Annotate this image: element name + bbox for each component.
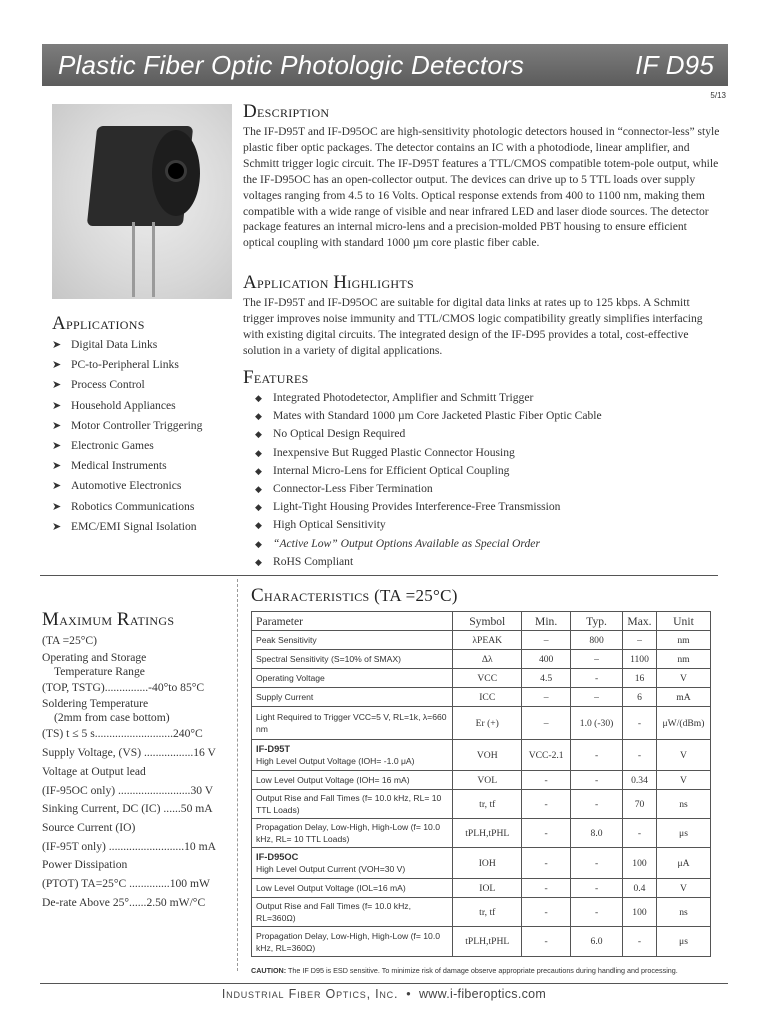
website-link[interactable]: www.i-fiberoptics.com: [418, 987, 547, 1001]
max-cell: 0.4: [623, 879, 657, 898]
device-group-label: IF-D95OC: [256, 852, 299, 862]
max-cell: -: [623, 740, 657, 771]
rating-line: Voltage at Output lead: [42, 764, 146, 778]
parameter-name: Propagation Delay, Low-High, High-Low (f= 10.0 kHz, RL= 10 TTL Loads): [256, 822, 440, 844]
table-row: [252, 669, 711, 688]
list-item: ➤ Robotics Communications: [52, 497, 202, 517]
unit-cell: μA: [656, 848, 710, 879]
rating-line: Power Dissipation: [42, 858, 128, 872]
arrow-bullet-icon: ➤: [52, 480, 62, 493]
table-row: [252, 631, 711, 650]
symbol-cell: ICC: [453, 688, 522, 707]
min-cell: -: [522, 771, 571, 790]
diamond-bullet-icon: ◆: [255, 484, 262, 495]
diamond-bullet-icon: ◆: [255, 393, 262, 403]
max-cell: -: [623, 707, 657, 740]
table-header-row: [252, 612, 711, 631]
symbol-cell: VOH: [453, 740, 522, 771]
rating-line: (PTOT) TA=25°C ..............100 mW: [42, 877, 210, 891]
typ-cell: -: [571, 879, 623, 898]
rating-line: Operating and Storage: [42, 650, 147, 664]
parameter-name: Supply Current: [256, 692, 314, 702]
typ-cell: 1.0 (-30): [571, 707, 623, 740]
diamond-bullet-icon: ◆: [255, 520, 262, 531]
parameter-cell: [252, 848, 453, 879]
parameter-cell: [252, 790, 453, 819]
table-row: [252, 707, 711, 740]
list-item: ◆ No Optical Design Required: [243, 425, 721, 443]
diamond-bullet-icon: ◆: [255, 556, 262, 567]
table-row: [252, 848, 711, 879]
list-item: ➤ PC-to-Peripheral Links: [52, 355, 202, 375]
rating-condition: (TA =25°C): [42, 634, 98, 647]
rating-line: Temperature Range: [54, 664, 145, 678]
parameter-cell: [252, 819, 453, 848]
arrow-bullet-icon: ➤: [52, 440, 62, 453]
rating-line: Source Current (IO): [42, 820, 136, 834]
symbol-cell: IOH: [453, 848, 522, 879]
typ-cell: –: [571, 650, 623, 669]
caution-note: CAUTION: The IF D95 is ESD sensitive. To minimize risk of damage observe appropriate precautions during handling and processing.: [251, 966, 678, 975]
separator: •: [406, 987, 411, 1001]
applications-heading: Applications: [52, 313, 145, 334]
device-group-label: IF-D95T: [256, 744, 291, 754]
list-item: ◆ Connector-Less Fiber Termination: [243, 480, 721, 498]
list-item: ➤ Electronic Games: [52, 436, 202, 456]
diamond-bullet-icon: ◆: [255, 538, 262, 549]
arrow-bullet-icon: ➤: [52, 359, 62, 372]
list-item: ➤ Automotive Electronics: [52, 476, 202, 496]
list-item: ◆ Integrated Photodetector, Amplifier and Schmitt Trigger: [243, 389, 721, 407]
list-item: ◆ High Optical Sensitivity: [243, 516, 721, 534]
parameter-cell: [252, 879, 453, 898]
rating-line: (TS) t ≤ 5 s...........................240°C: [42, 727, 203, 741]
title-bar: [42, 44, 728, 86]
min-cell: -: [522, 819, 571, 848]
min-cell: –: [522, 688, 571, 707]
unit-cell: ns: [656, 790, 710, 819]
diamond-bullet-icon: ◆: [255, 465, 262, 476]
applications-list: [52, 335, 202, 537]
list-item: ◆ RoHS Compliant: [243, 553, 721, 571]
symbol-cell: VCC: [453, 669, 522, 688]
typ-cell: 8.0: [571, 819, 623, 848]
max-cell: 70: [623, 790, 657, 819]
footer: [0, 987, 768, 1001]
table-row: [252, 650, 711, 669]
footer-divider: [40, 983, 728, 984]
list-item: ◆ Internal Micro-Lens for Efficient Optical Coupling: [243, 462, 721, 480]
part-number: IF D95: [635, 50, 714, 80]
rating-line: De-rate Above 25°......2.50 mW/°C: [42, 895, 206, 909]
unit-cell: μW/(dBm): [656, 707, 710, 740]
characteristics-table: [251, 611, 711, 957]
max-cell: 6: [623, 688, 657, 707]
min-cell: -: [522, 927, 571, 957]
parameter-name: Peak Sensitivity: [256, 635, 317, 645]
column-header: Unit: [656, 612, 710, 631]
symbol-cell: tr, tf: [453, 790, 522, 819]
rating-line: (2mm from case bottom): [54, 711, 170, 725]
parameter-name: High Level Output Voltage (IOH= -1.0 μA): [256, 756, 415, 766]
max-cell: 1100: [623, 650, 657, 669]
arrow-bullet-icon: ➤: [52, 399, 62, 412]
column-divider: [237, 579, 238, 971]
min-cell: –: [522, 631, 571, 650]
symbol-cell: tr, tf: [453, 898, 522, 927]
application-highlights-heading: Application Highlights: [243, 272, 414, 293]
min-cell: -: [522, 848, 571, 879]
symbol-cell: tPLH,tPHL: [453, 927, 522, 957]
unit-cell: ns: [656, 898, 710, 927]
unit-cell: V: [656, 771, 710, 790]
symbol-cell: Er (+): [453, 707, 522, 740]
unit-cell: mA: [656, 688, 710, 707]
symbol-cell: Δλ: [453, 650, 522, 669]
characteristics-heading: Characteristics (TA =25°C): [251, 585, 458, 606]
table-row: [252, 819, 711, 848]
min-cell: -: [522, 790, 571, 819]
revision-date: 5/13: [710, 91, 726, 100]
rating-line: Sinking Current, DC (IC) ......50 mA: [42, 802, 213, 816]
maximum-ratings-heading: Maximum Ratings: [42, 609, 175, 630]
table-row: [252, 790, 711, 819]
parameter-name: Output Rise and Fall Times (f= 10.0 kHz, RL= 10 TTL Loads): [256, 793, 442, 815]
column-header: Symbol: [453, 612, 522, 631]
list-item: ◆ Inexpensive But Rugged Plastic Connector Housing: [243, 444, 721, 462]
symbol-cell: tPLH,tPHL: [453, 819, 522, 848]
unit-cell: V: [656, 669, 710, 688]
table-row: [252, 898, 711, 927]
company-name: Industrial Fiber Optics, Inc.: [221, 987, 399, 1001]
symbol-cell: IOL: [453, 879, 522, 898]
list-item: ➤ Process Control: [52, 375, 202, 395]
table-row: [252, 879, 711, 898]
column-header: Max.: [623, 612, 657, 631]
parameter-cell: [252, 927, 453, 957]
parameter-cell: [252, 707, 453, 740]
list-item: ➤ Household Appliances: [52, 396, 202, 416]
parameter-name: Spectral Sensitivity (S=10% of SMAX): [256, 654, 401, 664]
maximum-ratings-list: [42, 632, 232, 912]
parameter-cell: [252, 740, 453, 771]
typ-cell: 6.0: [571, 927, 623, 957]
typ-cell: 800: [571, 631, 623, 650]
description-heading: Description: [243, 101, 330, 122]
symbol-cell: VOL: [453, 771, 522, 790]
column-header: Min.: [522, 612, 571, 631]
min-cell: VCC-2.1: [522, 740, 571, 771]
description-text: The IF-D95T and IF-D95OC are high-sensitivity photologic detectors housed in “connector-less” style plastic fiber optic packages. The detector contains an IC with a photodiode, linear amplifier, and Schmitt trigger logic circuit. The IF-D95T features a TTL/CMOS compatible totem-pole output, while the IF-D95OC has an open-collector output. The devices can drive up to 5 TTL loads over supply voltages ranging from 4.5 to 16 Volts. Optical response extends from 400 to 1100 nm, making them compatible with a wide range of visible and near infrared LED and laser diode sources. The detector package features an internal micro-lens and a precision-molded PBT housing to ensure efficient optical coupling with standard 1000 µm core plastic fiber cable.: [243, 125, 720, 250]
parameter-name: Low Level Output Voltage (IOL=16 mA): [256, 883, 406, 893]
arrow-bullet-icon: ➤: [52, 500, 62, 513]
arrow-bullet-icon: ➤: [52, 379, 62, 392]
page-title: Plastic Fiber Optic Photologic Detectors: [58, 50, 525, 80]
min-cell: -: [522, 879, 571, 898]
list-item: ➤ Medical Instruments: [52, 456, 202, 476]
max-cell: 0.34: [623, 771, 657, 790]
unit-cell: nm: [656, 650, 710, 669]
unit-cell: nm: [656, 631, 710, 650]
min-cell: 400: [522, 650, 571, 669]
list-item: ◆ Light-Tight Housing Provides Interference-Free Transmission: [243, 498, 721, 516]
unit-cell: μs: [656, 819, 710, 848]
min-cell: –: [522, 707, 571, 740]
unit-cell: V: [656, 740, 710, 771]
arrow-bullet-icon: ➤: [52, 419, 62, 432]
max-cell: -: [623, 819, 657, 848]
rating-line: Soldering Temperature: [42, 697, 149, 711]
unit-cell: μs: [656, 927, 710, 957]
column-header: Parameter: [252, 612, 453, 631]
parameter-cell: [252, 650, 453, 669]
max-cell: 16: [623, 669, 657, 688]
list-item: ➤ EMC/EMI Signal Isolation: [52, 517, 202, 537]
typ-cell: -: [571, 790, 623, 819]
typ-cell: -: [571, 740, 623, 771]
arrow-bullet-icon: ➤: [52, 339, 62, 351]
section-divider: [40, 575, 718, 576]
typ-cell: -: [571, 848, 623, 879]
product-photo: [52, 104, 232, 299]
table-row: [252, 740, 711, 771]
diamond-bullet-icon: ◆: [255, 502, 262, 513]
typ-cell: –: [571, 688, 623, 707]
rating-line: (IF-95T only) ..........................10 mA: [42, 839, 217, 853]
min-cell: 4.5: [522, 669, 571, 688]
min-cell: -: [522, 898, 571, 927]
rating-line: (IF-95OC only) .........................30 V: [42, 783, 214, 797]
max-cell: 100: [623, 848, 657, 879]
parameter-cell: [252, 771, 453, 790]
rating-line: Supply Voltage, (VS) .................16 V: [42, 746, 216, 760]
symbol-cell: λPEAK: [453, 631, 522, 650]
parameter-name: Output Rise and Fall Times (f= 10.0 kHz, RL=360Ω): [256, 901, 411, 923]
diamond-bullet-icon: ◆: [255, 411, 262, 422]
diamond-bullet-icon: ◆: [255, 447, 262, 458]
parameter-name: Low Level Output Voltage (IOH= 16 mA): [256, 775, 410, 785]
table-row: [252, 688, 711, 707]
list-item: ➤ Motor Controller Triggering: [52, 416, 202, 436]
column-header: Typ.: [571, 612, 623, 631]
unit-cell: V: [656, 879, 710, 898]
rating-line: (TOP, TSTG)...............-40°to 85°C: [42, 680, 205, 694]
diamond-bullet-icon: ◆: [255, 429, 262, 440]
max-cell: -: [623, 927, 657, 957]
list-item: ➤ Digital Data Links: [52, 335, 202, 355]
list-item: ◆ “Active Low” Output Options Available as Special Order: [243, 535, 721, 553]
typ-cell: -: [571, 771, 623, 790]
parameter-cell: [252, 669, 453, 688]
typ-cell: -: [571, 898, 623, 927]
parameter-cell: [252, 631, 453, 650]
parameter-name: Operating Voltage: [256, 673, 325, 683]
arrow-bullet-icon: ➤: [52, 460, 62, 473]
parameter-name: Light Required to Trigger VCC=5 V, RL=1k, λ=660 nm: [256, 712, 447, 734]
arrow-bullet-icon: ➤: [52, 520, 62, 533]
typ-cell: -: [571, 669, 623, 688]
parameter-cell: [252, 898, 453, 927]
parameter-name: High Level Output Current (VOH=30 V): [256, 864, 406, 874]
application-highlights-text: The IF-D95T and IF-D95OC are suitable for digital data links at rates up to 125 kbps. A Schmitt trigger improves noise immunity and TTL/CMOS logic compatibility greatly simplifies interfacing with existing digital circuits. The integrated design of the IF-D95 provides a total, cost-effective solution in a variety of digital applications.: [243, 296, 703, 357]
table-row: [252, 927, 711, 957]
parameter-cell: [252, 688, 453, 707]
table-row: [252, 771, 711, 790]
features-list: [243, 389, 721, 571]
features-heading: Features: [243, 367, 309, 388]
list-item: ◆ Mates with Standard 1000 µm Core Jacketed Plastic Fiber Optic Cable: [243, 407, 721, 425]
max-cell: 100: [623, 898, 657, 927]
parameter-name: Propagation Delay, Low-High, High-Low (f= 10.0 kHz, RL=360Ω): [256, 930, 440, 953]
max-cell: –: [623, 631, 657, 650]
